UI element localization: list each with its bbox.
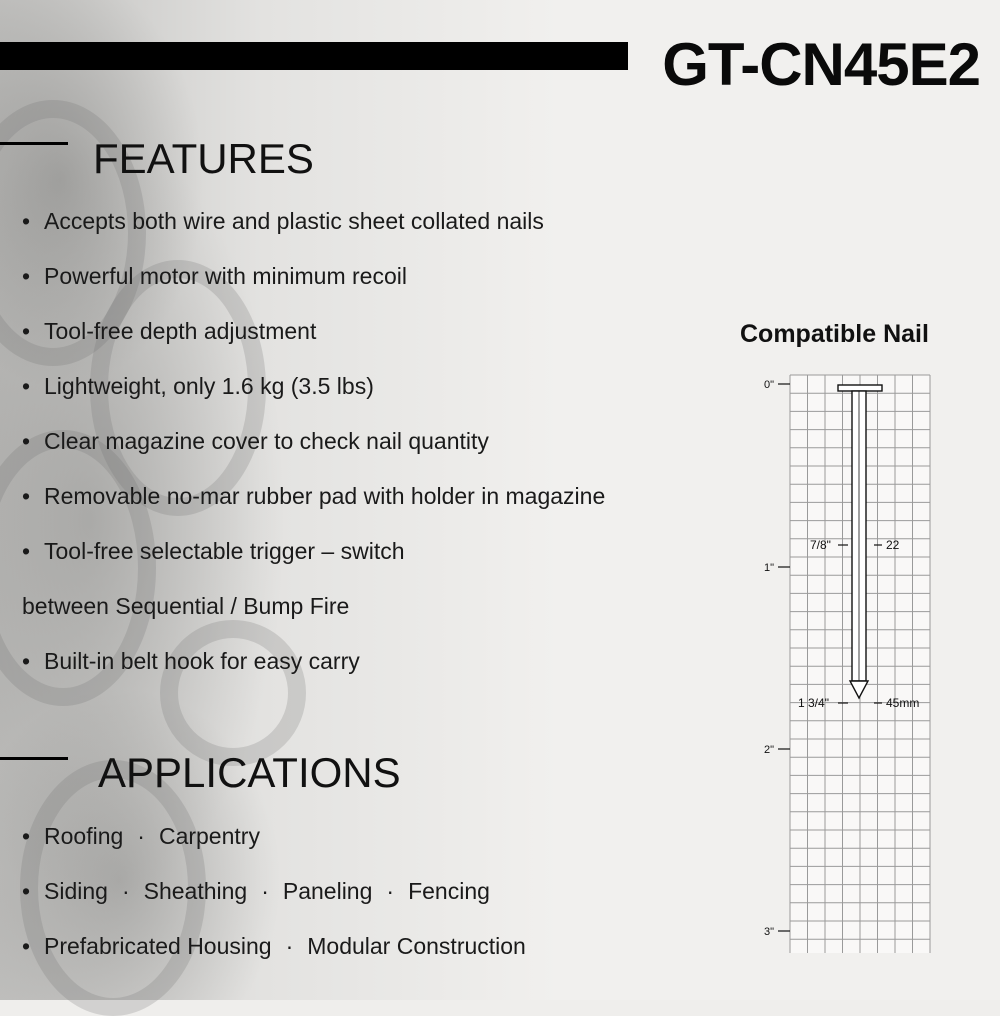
- application-row: • Roofing · Carpentry: [22, 823, 260, 849]
- application-row: • Siding · Sheathing · Paneling · Fencing: [22, 878, 490, 904]
- application-item: Carpentry: [158, 823, 260, 849]
- applications-title: APPLICATIONS: [98, 749, 401, 796]
- application-item: Sheathing: [143, 878, 248, 904]
- application-item: Fencing: [408, 878, 490, 904]
- nail-title: Compatible Nail: [740, 320, 929, 348]
- application-item: Paneling: [282, 878, 373, 904]
- ruler-label-0: 0": [764, 379, 775, 391]
- feature-item-continuation: between Sequential / Bump Fire: [22, 593, 350, 619]
- length-inch-mark: 1 3/4": [798, 696, 829, 710]
- application-row: • Prefabricated Housing · Modular Construction: [22, 933, 526, 959]
- feature-item: • Powerful motor with minimum recoil: [22, 263, 407, 289]
- feature-item: • Removable no-mar rubber pad with holder in magazine: [22, 483, 606, 509]
- nail-diagram: [740, 370, 970, 960]
- features-list: [22, 208, 605, 703]
- gauge-mark: 22: [886, 538, 900, 552]
- nail-head: [838, 385, 882, 391]
- feature-item: • Accepts both wire and plastic sheet collated nails: [22, 208, 544, 234]
- feature-item: • Lightweight, only 1.6 kg (3.5 lbs): [22, 373, 374, 399]
- length-mm-mark: 45mm: [886, 696, 920, 710]
- applications-list: [22, 823, 526, 988]
- ruler-label-2: 2": [764, 744, 775, 756]
- feature-item: • Tool-free selectable trigger – switch: [22, 538, 405, 564]
- feature-item: • Tool-free depth adjustment: [22, 318, 317, 344]
- application-item: Siding: [44, 878, 108, 904]
- features-title: FEATURES: [93, 135, 314, 182]
- model-title: GT-CN45E2: [662, 31, 980, 98]
- applications-rule: [0, 757, 68, 760]
- application-item: Prefabricated Housing: [44, 933, 272, 959]
- application-item: Roofing: [44, 823, 124, 849]
- head-inch-mark: 7/8": [810, 538, 831, 552]
- ruler-label-1: 1": [764, 562, 775, 574]
- feature-item: • Clear magazine cover to check nail quantity: [22, 428, 489, 454]
- feature-item: • Built-in belt hook for easy carry: [22, 648, 360, 674]
- application-item: Modular Construction: [307, 933, 526, 959]
- ruler: [764, 379, 790, 938]
- ruler-label-3: 3": [764, 926, 775, 938]
- features-rule: [0, 142, 68, 145]
- header-bar: [0, 42, 628, 70]
